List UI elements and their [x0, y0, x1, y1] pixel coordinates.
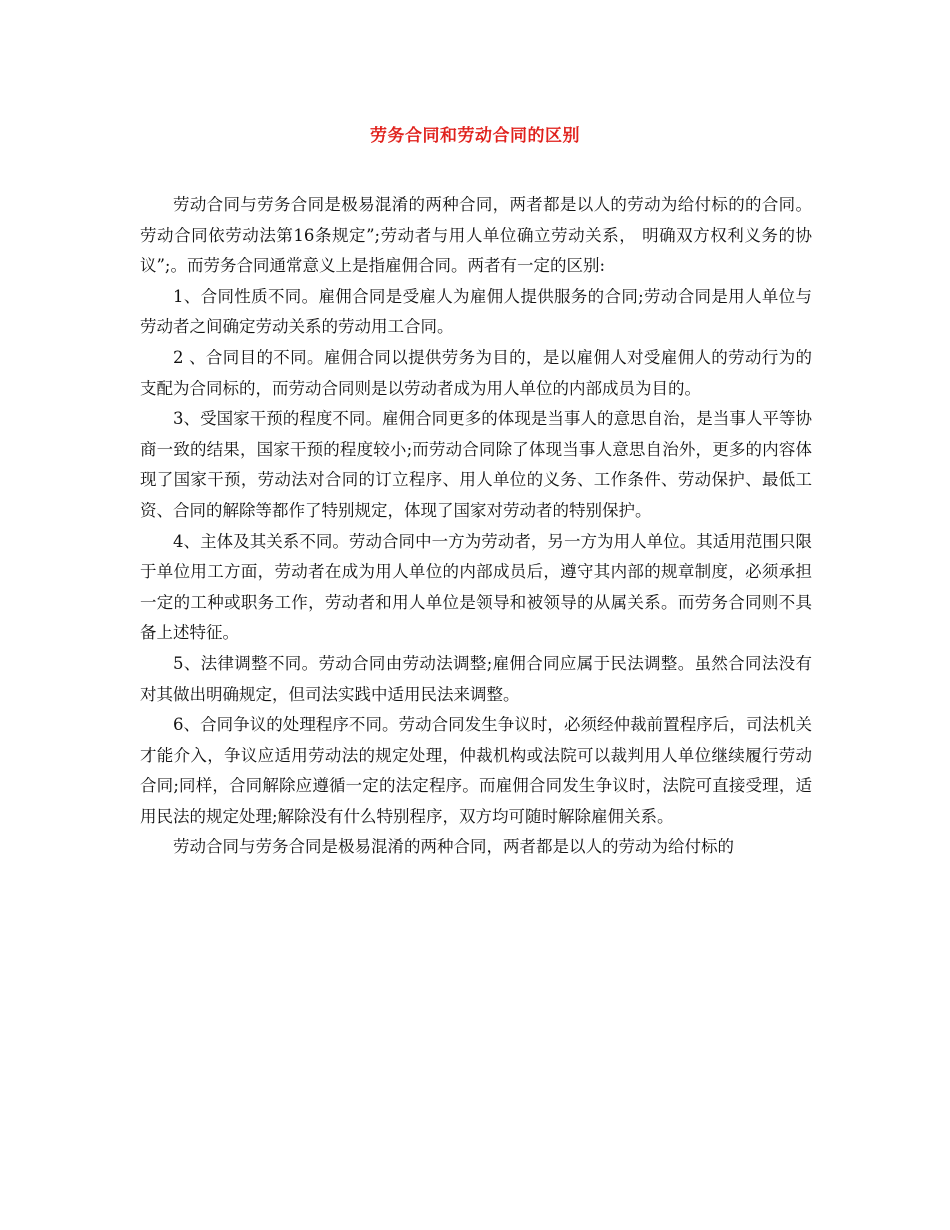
paragraph-point-1: 1、合同性质不同。雇佣合同是受雇人为雇佣人提供服务的合同;劳动合同是用人单位与劳动者之间确定劳动关系的劳动用工合同。 — [140, 286, 812, 337]
document-body — [140, 190, 812, 863]
document-title: 劳务合同和劳动合同的区别 — [370, 126, 580, 146]
paragraph-repeat: 劳动合同与劳务合同是极易混淆的两种合同，两者都是以人的劳动为给付标的 — [173, 837, 734, 857]
paragraph-point-5: 5、法律调整不同。劳动合同由劳动法调整;雇佣合同应属于民法调整。虽然合同法没有对其做出明确规定，但司法实践中适用民法来调整。 — [140, 653, 812, 704]
paragraph-intro: 劳动合同与劳务合同是极易混淆的两种合同，两者都是以人的劳动为给付标的的合同。劳动合同依劳动法第16条规定”;劳动者与用人单位确立劳动关系， 明确双方权利义务的协议”;。而劳务合同通常意义上是指雇佣合同。两者有一定的区别: — [140, 195, 812, 276]
paragraph-point-2: 2 、合同目的不同。雇佣合同以提供劳务为目的，是以雇佣人对受雇佣人的劳动行为的支配为合同标的，而劳动合同则是以劳动者成为用人单位的内部成员为目的。 — [140, 347, 812, 398]
paragraph-point-6: 6、合同争议的处理程序不同。劳动合同发生争议时，必须经仲裁前置程序后，司法机关才能介入，争议应适用劳动法的规定处理，仲裁机构或法院可以裁判用人单位继续履行劳动合同;同样，合同解除应遵循一定的法定程序。而雇佣合同发生争议时，法院可直接受理，适用民法的规定处理;解除没有什么特别程序，双方均可随时解除雇佣关系。 — [140, 715, 812, 826]
paragraph-point-3: 3、受国家干预的程度不同。雇佣合同更多的体现是当事人的意思自治，是当事人平等协商一致的结果，国家干预的程度较小;而劳动合同除了体现当事人意思自治外，更多的内容体现了国家干预，劳动法对合同的订立程序、用人单位的义务、工作条件、劳动保护、最低工资、合同的解除等都作了特别规定，体现了国家对劳动者的特别保护。 — [140, 409, 812, 520]
paragraph-point-4: 4、主体及其关系不同。劳动合同中一方为劳动者，另一方为用人单位。其适用范围只限于单位用工方面，劳动者在成为用人单位的内部成员后，遵守其内部的规章制度，必须承担一定的工种或职务工作，劳动者和用人单位是领导和被领导的从属关系。而劳务合同则不具备上述特征。 — [140, 531, 812, 643]
